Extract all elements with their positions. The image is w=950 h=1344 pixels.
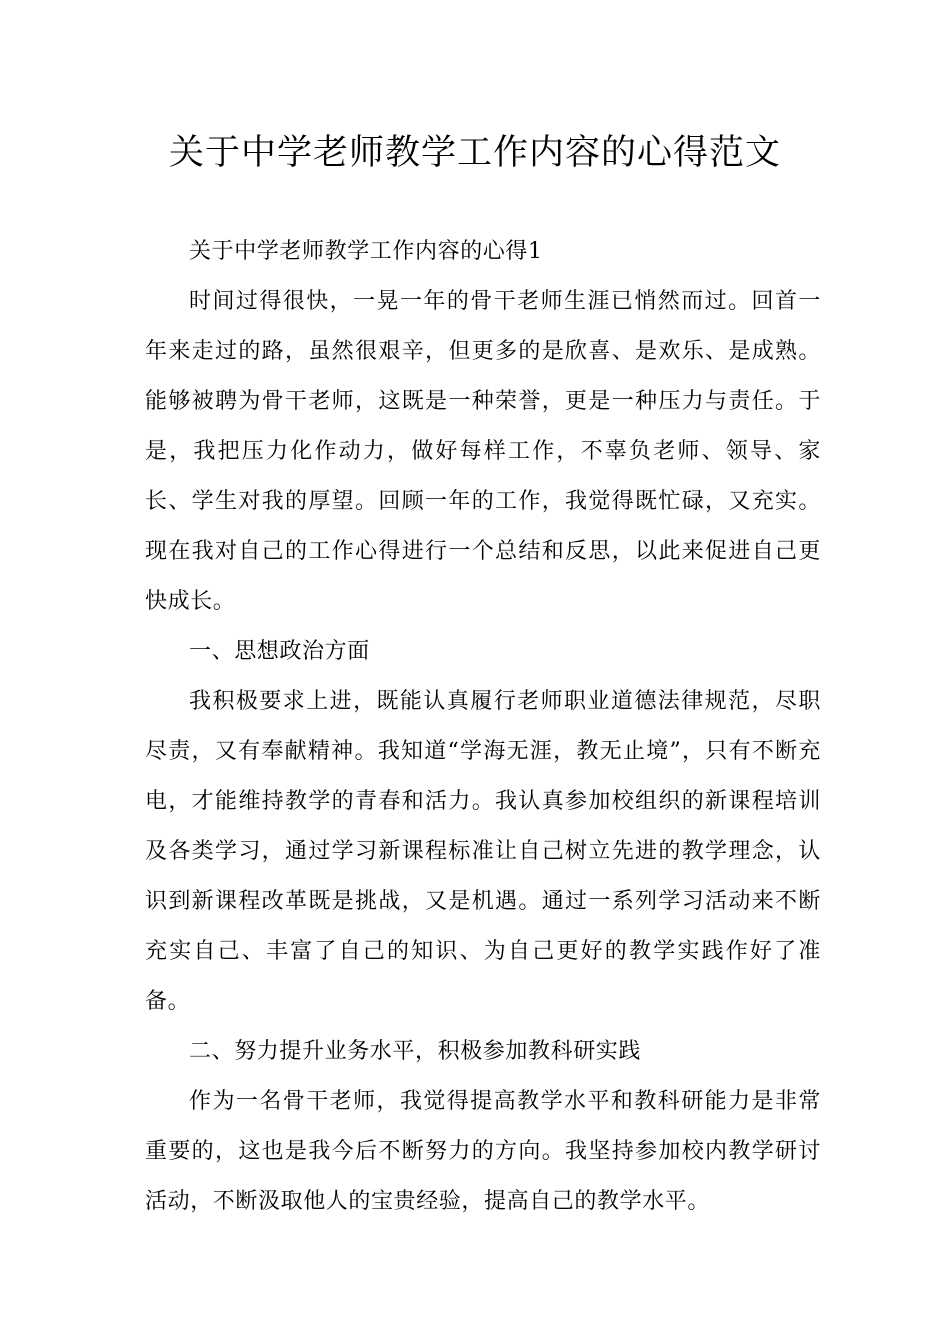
section-heading-teaching: 二、努力提升业务水平，积极参加教科研实践 <box>189 1039 642 1064</box>
document-body <box>145 227 821 1227</box>
section-heading-politics: 一、思想政治方面 <box>189 639 370 664</box>
section-heading-1: 关于中学老师教学工作内容的心得1 <box>189 239 543 264</box>
paragraph-politics: 我积极要求上进，既能认真履行老师职业道德法律规范，尽职尽责，又有奉献精神。我知道“学海无涯，教无止境”，只有不断充电，才能维持教学的青春和活力。我认真参加校组织的新课程培训及各类学习，通过学习新课程标准让自己树立先进的教学理念，认识到新课程改革既是挑战，又是机遇。通过一系列学习活动来不断充实自己、丰富了自己的知识、为自己更好的教学实践作好了准备。 <box>145 689 821 1014</box>
document-title: 关于中学老师教学工作内容的心得范文 <box>168 133 781 173</box>
paragraph-intro: 时间过得很快，一晃一年的骨干老师生涯已悄然而过。回首一年来走过的路，虽然很艰辛，但更多的是欣喜、是欢乐、是成熟。能够被聘为骨干老师，这既是一种荣誉，更是一种压力与责任。于是，我把压力化作动力，做好每样工作，不辜负老师、领导、家长、学生对我的厚望。回顾一年的工作，我觉得既忙碌，又充实。现在我对自己的工作心得进行一个总结和反思，以此来促进自己更快成长。 <box>145 289 821 614</box>
paragraph-teaching: 作为一名骨干老师，我觉得提高教学水平和教科研能力是非常重要的，这也是我今后不断努力的方向。我坚持参加校内教学研讨活动，不断汲取他人的宝贵经验，提高自己的教学水平。 <box>145 1089 821 1214</box>
